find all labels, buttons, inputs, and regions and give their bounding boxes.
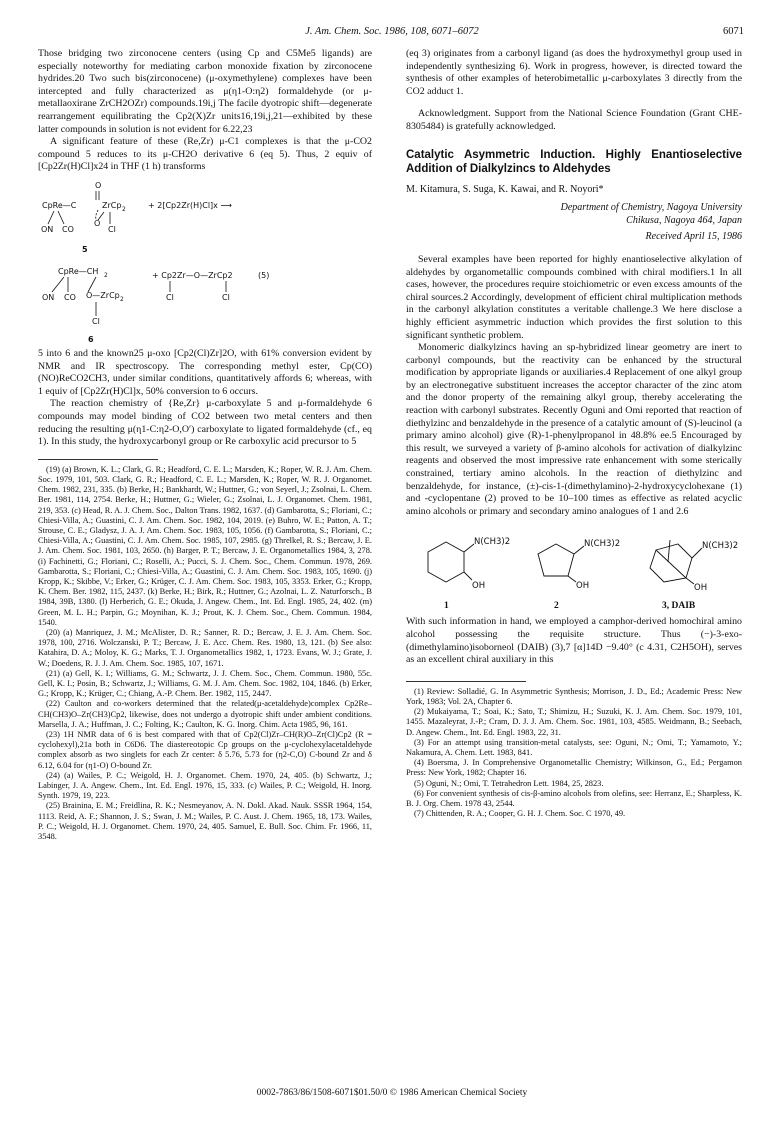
n-dimethyl-label: N(CH3)2 <box>584 539 621 550</box>
amino-alcohol-structures <box>406 522 742 614</box>
svg-text:CpRe—C: CpRe—C <box>42 200 77 210</box>
oh-label: OH <box>576 581 590 592</box>
affiliation-line: Chikusa, Nagoya 464, Japan <box>626 214 742 226</box>
reference: (6) For convenient synthesis of cis-β-amino alcohols from olefins, see: Herranz, E.; Sharpless, K. B. J. Org. Chem. 1978 43, 2544. <box>406 788 742 809</box>
affiliation <box>406 202 742 244</box>
paragraph: With such information in hand, we employed a camphor-derived homochiral amino alcohol possessing the requisite structure. Thus (−)-3-exo-(dimethylamino)isoborneol (DAIB) (3),7 [α]14D −9.40° (c 4.31, C2H5OH), serves as an excellent chiral auxiliary in this <box>406 616 742 666</box>
reference: (25) Brainina, E. M.; Freidlina, R. K.; Nesmeyanov, A. N. Dokl. Akad. Nauk. SSSR 1964, 154, 1113. Reid, A. F.; Shannon, J. S.; Swan, J. M.; Wailes, P. C. Aust. J. Chem. 1965, 18, 173. Wailes, P. C.; Weigold, H. J. Organomet. Chem. 1970, 24, 405. Samuel, E. Bull. Soc. Chim. Fr. 1966, 11, 3548. <box>38 801 372 841</box>
paragraph: The reaction chemistry of {Re,Zr} μ-carboxylate 5 and μ-formaldehyde 6 compounds may model binding of CO2 between two metal centers and then reducing the resulting μ(η1-C:η2-O,O′) carboxylate to ligated formaldehyde (cf., eq 1). In this study, the hydroxycarbonyl group or Re carboxylic acid precursor to 5 <box>38 398 372 448</box>
svg-text:ON: ON <box>41 224 54 234</box>
svg-text:Cl: Cl <box>166 292 174 302</box>
reference: (4) Boersma, J. In Comprehensive Organometallic Chemistry; Wilkinson, G., Ed.; Pergamon Press: New York, 1982; Chapter 16. <box>406 758 742 778</box>
acknowledgment: Acknowledgment. Support from the National Science Foundation (Grant CHE-8305484) is gratefully acknowledged. <box>406 108 742 132</box>
structures-drawing <box>406 522 742 614</box>
paragraph: A significant feature of these (Re,Zr) μ-C1 complexes is that the μ-CO2 compound 5 reduces to its μ-CH2O derivative 6 (eq 5). Thus, 2 equiv of [Cp2Zr(H)Cl]x24 in THF (1 h) transforms <box>38 136 372 173</box>
svg-text:ON: ON <box>42 292 55 302</box>
journal-citation: J. Am. Chem. Soc. 1986, 108, 6071–6072 <box>305 26 479 37</box>
reference: (21) (a) Gell, K. I.; Williams, G. M.; Schwartz, J. J. Chem. Soc., Chem. Commun. 1980, 55c. Gell, K. I.; Posin, B.; Schwartz, J.; Williams, G. M. J. Am. Chem. Soc. 1982, 104, 1846. (b) Erker, G.; Kropp, K.; Krüger, C.; Chiang, A.-P. Chem. Ber. 1982, 115, 2447. <box>38 668 372 699</box>
footnote-divider <box>38 459 158 460</box>
reference: (19) (a) Brown, K. L.; Clark, G. R.; Headford, C. E. L.; Marsden, K.; Roper, W. R. J. Am. Chem. Soc. 1979, 101, 503. Clark, G. R.; Headford, C. E. L.; Marsden, K.; Roper, W. R. J. Organomet. Chem. 1982, 231, 335. (b) Berke, H.; Bankhardt, W.; Huttner, G.; von Seyerl, J.; Zsolnai, L. Chem. Ber. 1981, 114, 2754. Berke, H.; Huttner, G.; Wieler, G.; Zsolnai, L. J. Organomet. Chem. 1981, 219, 353. (c) Head, R. A. J. Chem. Soc., Dalton Trans. 1982, 1637. (d) Gambarotta, S.; Floriani, C.; Chiesi-Villa, A.; Guastini, C. J. Am. Chem. Soc. 1982, 104, 2019. (e) Buhro, W. E.; Patton, A. T.; Strouse, C. E.; Gladysz, J. A. J. Am. Chem. Soc. 1983, 105, 1056. (f) Gambarotta, S.; Floriani, C.; Chiesi-Villa, A.; Guastini, C. J. Am. Chem. Soc. 1985, 107, 2985. (g) Threlkel, R. S.; Bercaw, J. E. J. Am. Chem. Soc. 1981, 103, 2650. (h) Barger, P. T.; Bercaw, J. E. Organometallics 1984, 3, 278. (i) Fachinetti, G.; Floriani, C.; Roselli, A.; Pucci, S. J. Chem. Soc., Chem. Commun. 1978, 269. Gambarotta, S.; Floriani, C.; Chiesi-Villa, A.; Guastini, C. J. Am. Chem. Soc. 1983, 105, 1690. (j) Kropp, K.; Skibbe, V.; Erker, G.; Krüger, C. J. Am. Chem. Soc. 1983, 105, 3353. Erker, G.; Kropp, K. Chem. Ber. 1982, 115, 2437. (k) Berke, H.; Birk, R.; Huttner, G.; Azolnai, L. Z. Naturforsch., B 1984, 39B, 1380. (l) Herberich, G. E.; Okuda, J. Angew. Chem., Int. Ed. Engl. 1985, 24, 402. (m) Green, M. L. H.; Parpin, G.; Moynihan, K. J.; Prout, K. J. Chem. Soc., Chem. Commun. 1984, 1540. <box>38 464 372 627</box>
svg-text:Cl: Cl <box>108 224 116 234</box>
svg-text:ZrCp: ZrCp <box>102 200 122 210</box>
references-right <box>406 687 742 820</box>
reaction-scheme-eq5 <box>38 178 372 346</box>
oh-label: OH <box>694 583 708 594</box>
svg-text:O: O <box>95 180 102 190</box>
reference: (1) Review: Solladié, G. In Asymmetric Synthesis; Morrison, J. D., Ed.; Academic Press: New York, 1983; Vol. 2A, Chapter 6. <box>406 686 742 706</box>
paragraph: (eq 3) originates from a carbonyl ligand (as does the hydroxymethyl group used in independently synthesizing 6). Work in progress, however, is directed toward the synthesis of other examples of heterobimetallic μ-carboxylates 3 directly from the CO2 adduct 1. <box>406 48 742 97</box>
paragraph: Monomeric dialkylzincs having an sp-hybridized linear geometry are inert to carbonyl compounds, but the reactivity can be enhanced by the structural modification by appropriate ligands or auxiliaries.4 Replacement of one alkyl group by an electronegative substituent increases the acceptor character of the zinc atom and the donor property of the remaining alkyl group, thereby accelerating the reaction with carbonyl substrates. Recently Oguni and Omi reported that reaction of diethylzinc and benzaldehyde in the presence of a catalytic amount of (S)-leucinol (a primary amino alcohol) give (R)-1-phenylpropanol in 48.8% ee.5 Encouraged by this result, we surveyed a variety of β-amino alcohols for activation of dialkylzinc reagents and observed the most impressive rate enhancement with some sterically constrained, tertiary amino alcohols. In the reaction of diethylzinc and benzaldehyde, for instance, (±)-cis-1-(dimethylamino)-2-hydroxycyclohexane (1) and -cyclopentane (2) proved to be 10–100 times as effective as related acyclic amino alcohols or primary and secondary amino analogues of 1 and 2.6 <box>406 342 742 517</box>
footnote-divider <box>406 681 526 682</box>
reference: (22) Caulton and co-workers determined that the related(μ-acetaldehyde)complex Cp2Re–CH(CH3)O–Zr(CH3)Cp2, likewise, does not undergo a dyotropic shift under ambient conditions. Marsella, J. A.; Huffman, J. C.; Folting, K.; Caulton, K. G. Inorg. Chim. Acta 1985, 96, 161. <box>38 699 372 729</box>
svg-text:CO: CO <box>62 224 74 234</box>
byproduct-label: + Cp2Zr—O—ZrCp2 <box>152 270 233 280</box>
running-header <box>0 26 784 42</box>
right-column <box>406 48 742 819</box>
svg-text:Cl: Cl <box>222 292 230 302</box>
paragraph: Several examples have been reported for highly enantioselective alkylation of aldehydes by organometallic compounds combined with chiral modifiers.1 In all cases, however, the procedures require stoichiometric or even excess amounts of the chiral sources.2 Accordingly, development of efficient chiral multiplication methods in the carbonyl alkylation constitutes a veritable challenge.3 We here disclose a highly efficient asymmetric induction which provides the first solution to this significant synthetic problem. <box>406 253 742 341</box>
compound-1-label: 1 <box>444 601 449 612</box>
reaction-scheme-drawing <box>38 178 372 346</box>
references-left <box>38 465 372 843</box>
reference: (3) For an attempt using transition-metal catalysts, see: Oguni, N.; Omi, T.; Yamamoto, Y.; Nakamura, A. Chem. Lett. 1983, 841. <box>406 737 742 757</box>
svg-text:2: 2 <box>122 205 126 213</box>
reference: (23) 1H NMR data of 6 is best compared with that of Cp2(Cl)Zr–CH(R)O–Zr(Cl)Cp2 (R = cyclohexyl),21a both in C6D6. The diastereotopic Cp groups on the μ-cyclohexylacetaldehyde complex absorb as two singlets for each Zr center: δ 5.76, 5.73 for (η2-C,O) C-bound Zr and δ 6.12, 6.04 for (η1-O) O-bound Zr. <box>38 729 372 770</box>
paragraph: 5 into 6 and the known25 μ-oxo [Cp2(Cl)Zr]2O, with 61% conversion evident by NMR and IR spectroscopy. The corresponding methyl ester, Cp(CO)(NO)ReCO2CH3, under similar conditions, quantitatively affords 6; whereas, with 1 equiv of [Cp2Zr(H)Cl]x, 50% conversion to 6 occurs. <box>38 347 372 397</box>
compound-2-label: 2 <box>554 601 559 612</box>
left-column <box>38 48 372 842</box>
reference: (7) Chittenden, R. A.; Cooper, G. H. J. Chem. Soc. C 1970, 49. <box>414 809 626 819</box>
compound-6-label: 6 <box>88 334 94 344</box>
n-dimethyl-label: N(CH3)2 <box>702 541 739 552</box>
svg-text:O—ZrCp: O—ZrCp <box>86 290 120 300</box>
paragraph: Those bridging two zirconocene centers (using Cp and C5Me5 ligands) are especially noteworthy for mediating carbon monoxide fixation by zirconocene hydrides.20 Two such bis(zirconocene) (μ-oxymethylene) complexes have been intercepted and fully characterized as μ(η1-O:η2) formaldehyde (or μ-metallaoxirane ZrCH2OZr) compounds.19i,j The facile dyotropic shift—degenerate rearrangement equilibrating the Cp2(X)Zr units16,19i,j,21—exhibited by these latter compounds in solution is not evident for 6.22,23 <box>38 48 372 135</box>
article-title: Catalytic Asymmetric Induction. Highly Enantioselective Addition of Dialkylzincs to Aldehydes <box>406 148 742 175</box>
svg-text:2: 2 <box>120 295 124 303</box>
svg-text:O: O <box>94 218 101 228</box>
svg-text:CO: CO <box>64 292 76 302</box>
compound-5-label: 5 <box>82 244 88 254</box>
svg-text:CpRe—CH: CpRe—CH <box>58 266 99 276</box>
oh-label: OH <box>472 581 486 592</box>
reagent-label: + 2[Cp2Zr(H)Cl]x ⟶ <box>148 200 232 210</box>
svg-text:Cl: Cl <box>92 316 100 326</box>
reference: (20) (a) Manriquez, J. M.; McAlister, D. R.; Sanner, R. D.; Bercaw, J. E. J. Am. Chem. Soc. 1978, 100, 2716. Wolczanski, P. T.; Bercaw, J. E. Acc. Chem. Res. 1980, 13, 121. (b) See also: Katahira, D. A.; Moloy, K. G.; Marks, T. J. Organometallics 1982, 1, 1723. Evans, W. J.; Grate, J. W.; Doedens, R. J. J. Am. Chem. Soc. 1985, 107, 1671. <box>38 627 372 668</box>
compound-3-label: 3, DAIB <box>662 601 696 612</box>
reference: (24) (a) Wailes, P. C.; Weigold, H. J. Organomet. Chem. 1970, 24, 405. (b) Schwartz, J.; Labinger, J. A. Angew. Chem., Int. Ed. Engl. 1976, 15, 333. (c) Wailes, P. C.; Weigold, H. Inorg. Synth. 1979, 19, 223. <box>38 770 372 801</box>
page-number: 6071 <box>723 26 744 37</box>
copyright-footer: 0002-7863/86/1508-6071$01.50/0 © 1986 American Chemical Society <box>256 1088 528 1098</box>
equation-number: (5) <box>258 270 270 280</box>
reference: (5) Oguni, N.; Omi, T. Tetrahedron Lett. 1984, 25, 2823. <box>414 778 604 788</box>
affiliation-line: Department of Chemistry, Nagoya University <box>560 202 742 214</box>
received-date: Received April 15, 1986 <box>645 231 742 243</box>
n-dimethyl-label: N(CH3)2 <box>474 537 511 548</box>
article-authors: M. Kitamura, S. Suga, K. Kawai, and R. Noyori* <box>406 183 604 195</box>
svg-text:2: 2 <box>104 271 108 279</box>
reference: (2) Mukaiyama, T.; Soai, K.; Sato, T.; Shimizu, H.; Suzuki, K. J. Am. Chem. Soc. 1979, 101, 1455. Mazaleyrat, J.-P.; Cram, D. J. J. Am. Chem. Soc. 1981, 103, 4585. Weidmann, B.; Seebach, D. Angew. Chem., Int. Ed. Engl. 1983, 22, 31. <box>406 707 742 737</box>
